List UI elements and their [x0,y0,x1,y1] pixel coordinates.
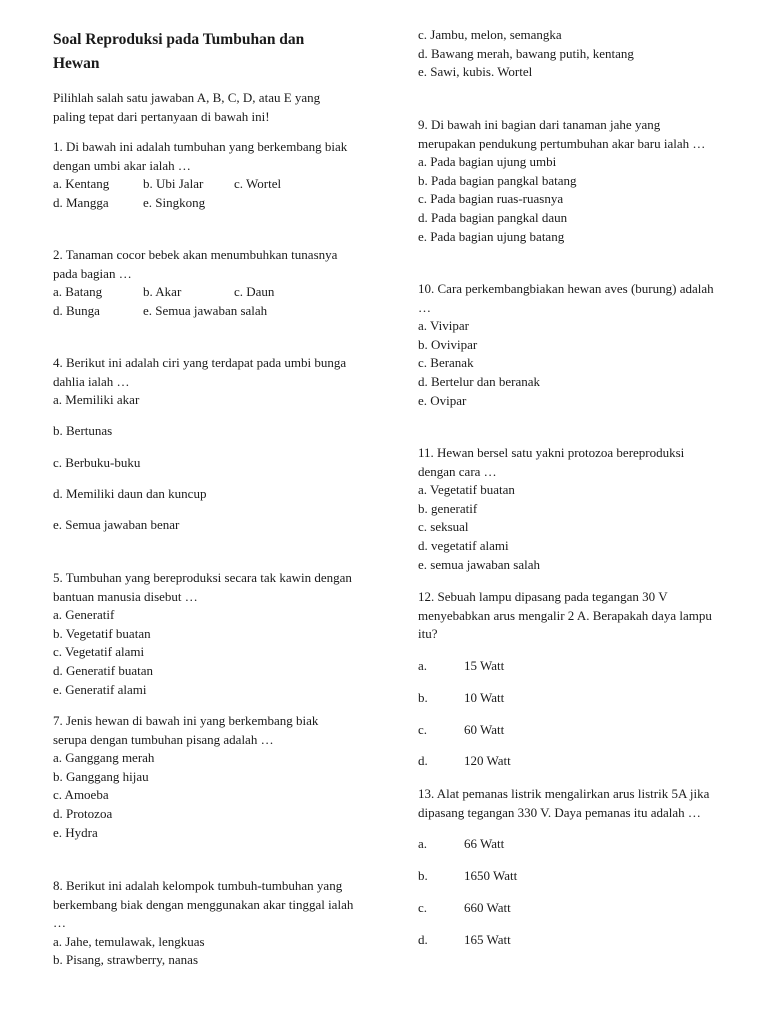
option-a[interactable]: a. Generatif [53,607,115,623]
question-12 [418,588,740,644]
option-c[interactable]: c. Vegetatif alami [53,644,145,660]
option-b[interactable]: b. Ganggang hijau [53,768,149,784]
question-text: 8. Berikut ini adalah kelompok tumbuh-tumbuhan yang [53,878,343,893]
options-row [53,283,383,302]
question-1 [53,138,383,212]
question-5 [53,569,383,699]
option-c[interactable]: c. Jambu, melon, semangka [418,27,562,42]
option-letter: a. [418,836,428,851]
option-c[interactable]: c. Amoeba [53,787,109,803]
instruction-line: paling tepat dari pertanyaan di bawah ini! [53,108,270,124]
option-c[interactable]: c. Berbuku-buku [53,454,141,470]
question-text: merupakan pendukung pertumbuhan akar baru ialah … [418,135,706,151]
option-letter: a. [418,658,428,673]
option-b[interactable] [418,689,740,708]
question-text: 12. Sebuah lampu dipasang pada tegangan 30 V [418,589,668,604]
question-text: … [418,299,431,315]
question-text: 1. Di bawah ini adalah tumbuhan yang berkembang biak [53,139,348,154]
option-e[interactable]: e. Semua jawaban salah [143,302,268,318]
question-11 [418,444,740,574]
question-10 [418,280,740,410]
option-b[interactable]: b. Bertunas [53,423,113,439]
question-text: 11. Hewan bersel satu yakni protozoa bereproduksi [418,445,685,460]
option-e[interactable]: e. Pada bagian ujung batang [418,228,565,244]
option-c[interactable]: c. Wortel [234,176,282,192]
option-e[interactable]: e. Generatif alami [53,681,147,697]
option-text: 120 Watt [464,753,511,768]
option-a[interactable]: a. Memiliki akar [53,392,140,408]
question-text: dengan umbi akar ialah … [53,157,191,173]
option-e[interactable]: e. Sawi, kubis. Wortel [418,64,533,80]
option-e[interactable]: e. Hydra [53,824,98,840]
question-text: … [53,915,66,931]
question-text: 9. Di bawah ini bagian dari tanaman jahe yang [418,117,661,132]
question-text: dipasang tegangan 330 V. Daya pemanas itu adalah … [418,804,701,820]
instruction [53,89,383,126]
options-row [53,194,383,213]
option-d[interactable]: d. Bertelur dan beranak [418,373,541,389]
option-d[interactable] [418,752,740,771]
option-text: 60 Watt [464,722,505,737]
question-2 [53,246,383,320]
question-text: pada bagian … [53,265,132,281]
question-text: 13. Alat pemanas listrik mengalirkan arus listrik 5A jika [418,786,710,801]
option-b[interactable]: b. Vegetatif buatan [53,625,151,641]
option-a[interactable]: a. Kentang [53,176,110,192]
option-d[interactable]: d. Bawang merah, bawang putih, kentang [418,45,634,61]
page-title: Soal Reproduksi pada Tumbuhan dan Hewan [53,31,305,72]
question-text: 7. Jenis hewan di bawah ini yang berkembang biak [53,713,319,728]
question-text: 2. Tanaman cocor bebek akan menumbuhkan tunasnya [53,247,338,262]
question-4 [53,354,383,535]
option-letter: d. [418,753,428,768]
option-text: 1650 Watt [464,868,518,883]
question-9 [418,116,740,246]
option-c[interactable]: c. Daun [234,284,275,300]
option-text: 15 Watt [464,658,505,673]
option-b[interactable]: b. generatif [418,500,478,516]
question-7 [53,712,383,842]
option-b[interactable] [418,867,740,886]
question-text: dahlia ialah … [53,373,130,389]
option-text: 66 Watt [464,836,505,851]
question-text: 4. Berikut ini adalah ciri yang terdapat pada umbi bunga [53,355,347,370]
option-a[interactable] [418,835,740,854]
options-row [53,175,383,194]
option-letter: b. [418,690,428,705]
option-b[interactable]: b. Ubi Jalar [143,176,204,192]
option-b[interactable]: b. Akar [143,284,182,300]
option-e[interactable]: e. Ovipar [418,392,467,408]
question-text: menyebabkan arus mengalir 2 A. Berapakah daya lampu [418,607,712,623]
question-text: 10. Cara perkembangbiakan hewan aves (burung) adalah [418,281,714,296]
question-text: 5. Tumbuhan yang bereproduksi secara tak kawin dengan [53,570,352,585]
question-text: berkembang biak dengan menggunakan akar tinggal ialah [53,896,354,912]
question-text: serupa dengan tumbuhan pisang adalah … [53,731,274,747]
option-c[interactable]: c. Beranak [418,355,474,371]
option-a[interactable] [418,657,740,676]
option-text: 660 Watt [464,900,511,915]
question-13 [418,785,740,822]
option-d[interactable]: d. Bunga [53,302,100,318]
option-a[interactable]: a. Pada bagian ujung umbi [418,154,557,170]
question-8-continued [418,26,740,82]
option-d[interactable]: d. vegetatif alami [418,537,509,553]
option-d[interactable]: d. Protozoa [53,805,113,821]
option-text: 10 Watt [464,690,505,705]
option-c[interactable]: c. seksual [418,519,469,535]
option-letter: b. [418,868,428,883]
option-a[interactable]: a. Batang [53,284,103,300]
option-a[interactable]: a. Vivipar [418,318,469,334]
question-text: itu? [418,626,438,642]
option-a[interactable]: a. Vegetatif buatan [418,482,515,498]
question-text: bantuan manusia disebut … [53,588,198,604]
question-text: dengan cara … [418,463,497,479]
option-d[interactable]: d. Mangga [53,194,109,210]
option-b[interactable]: b. Pada bagian pangkal batang [418,172,577,188]
option-letter: d. [418,932,428,947]
option-b[interactable]: b. Pisang, strawberry, nanas [53,952,199,968]
option-text: 165 Watt [464,932,511,947]
option-c[interactable] [418,721,740,740]
option-letter: c. [418,722,428,737]
options-row [53,302,383,321]
option-a[interactable]: a. Jahe, temulawak, lengkuas [53,933,205,949]
option-e[interactable]: e. Semua jawaban benar [53,516,180,532]
question-8 [53,877,383,970]
option-b[interactable]: b. Ovivipar [418,336,478,352]
instruction-line: Pilihlah salah satu jawaban A, B, C, D, atau E yang [53,90,321,105]
option-c[interactable]: c. Pada bagian ruas-ruasnya [418,191,564,207]
option-a[interactable]: a. Ganggang merah [53,750,155,766]
option-d[interactable] [418,931,740,950]
option-e[interactable]: e. semua jawaban salah [418,556,541,572]
option-d[interactable]: d. Pada bagian pangkal daun [418,209,568,225]
option-letter: c. [418,900,428,915]
option-c[interactable] [418,899,740,918]
option-e[interactable]: e. Singkong [143,194,206,210]
option-d[interactable]: d. Generatif buatan [53,662,153,678]
option-d[interactable]: d. Memiliki daun dan kuncup [53,485,207,501]
